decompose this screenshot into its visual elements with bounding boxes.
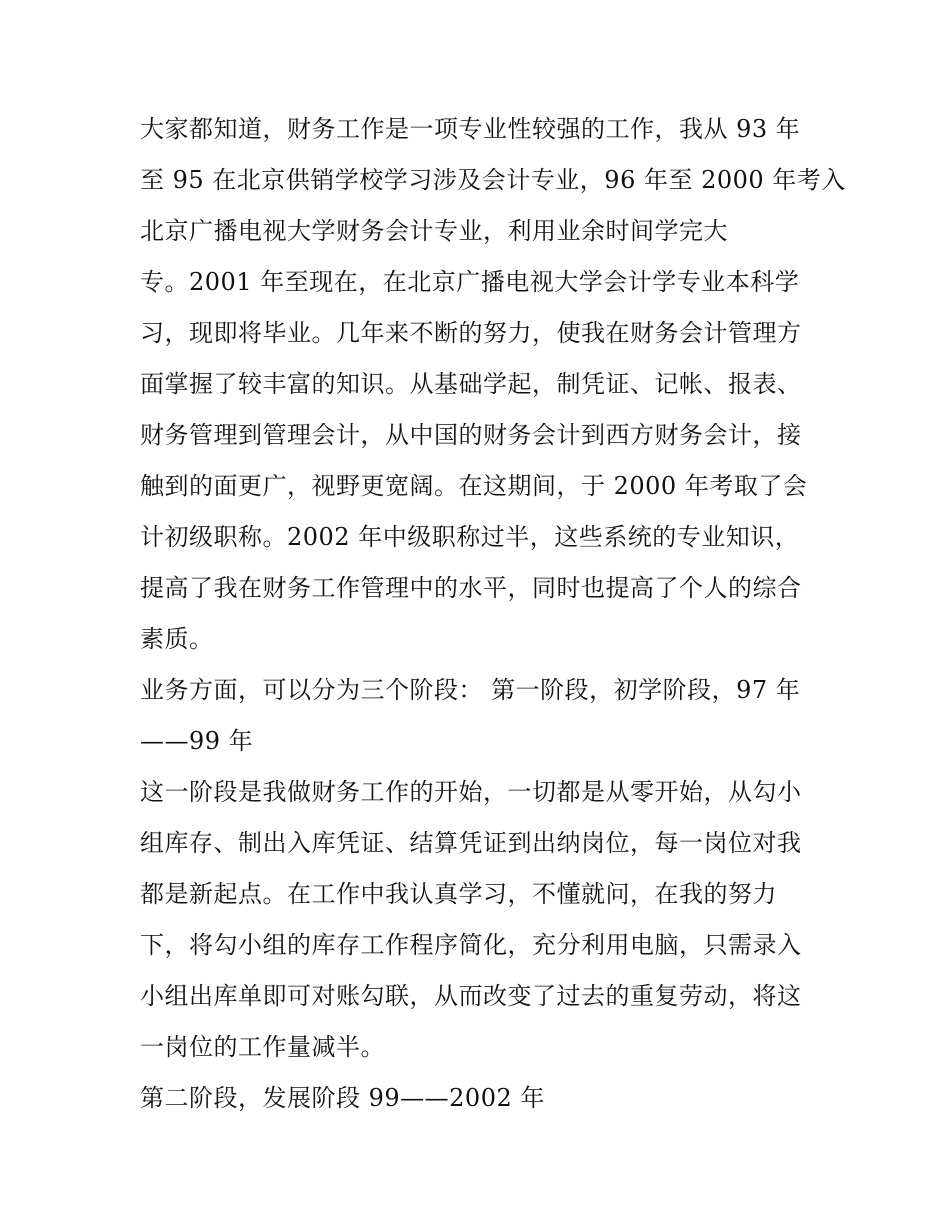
text-line-15: 组库存、制出入库凭证、结算凭证到出纳岗位，每一岗位对我 bbox=[140, 829, 802, 857]
text-line-20: 第二阶段，发展阶段 99——2002 年 bbox=[140, 1084, 545, 1112]
text-line-19: 一岗位的工作量减半。 bbox=[140, 1033, 385, 1061]
text-line-7: 财务管理到管理会计，从中国的财务会计到西方财务会计，接 bbox=[140, 421, 802, 449]
text-line-14: 这一阶段是我做财务工作的开始，一切都是从零开始，从勾小 bbox=[140, 778, 802, 806]
document-body bbox=[140, 104, 846, 1124]
text-line-3: 北京广播电视大学财务会计专业，利用业余时间学完大 bbox=[140, 217, 728, 245]
text-line-18: 小组出库单即可对账勾联，从而改变了过去的重复劳动，将这 bbox=[140, 982, 802, 1010]
text-line-13: ——99 年 bbox=[140, 727, 254, 755]
text-line-8: 触到的面更广，视野更宽阔。在这期间，于 2000 年考取了会 bbox=[140, 472, 808, 500]
text-line-4: 专。2001 年至现在，在北京广播电视大学会计学专业本科学 bbox=[140, 268, 800, 296]
text-line-5: 习，现即将毕业。几年来不断的努力，使我在财务会计管理方 bbox=[140, 319, 802, 347]
text-line-11: 素质。 bbox=[140, 625, 214, 653]
text-line-10: 提高了我在财务工作管理中的水平，同时也提高了个人的综合 bbox=[140, 574, 802, 602]
text-line-12: 业务方面，可以分为三个阶段： 第一阶段，初学阶段，97 年 bbox=[140, 676, 801, 704]
text-line-17: 下，将勾小组的库存工作程序简化，充分利用电脑，只需录入 bbox=[140, 931, 802, 959]
text-line-1: 大家都知道，财务工作是一项专业性较强的工作，我从 93 年 bbox=[140, 115, 801, 143]
text-line-9: 计初级职称。2002 年中级职称过半，这些系统的专业知识， bbox=[140, 523, 800, 551]
text-line-6: 面掌握了较丰富的知识。从基础学起，制凭证、记帐、报表、 bbox=[140, 370, 802, 398]
text-line-16: 都是新起点。在工作中我认真学习，不懂就问，在我的努力 bbox=[140, 880, 777, 908]
text-line-2: 至 95 在北京供销学校学习涉及会计专业，96 年至 2000 年考入 bbox=[140, 166, 846, 194]
